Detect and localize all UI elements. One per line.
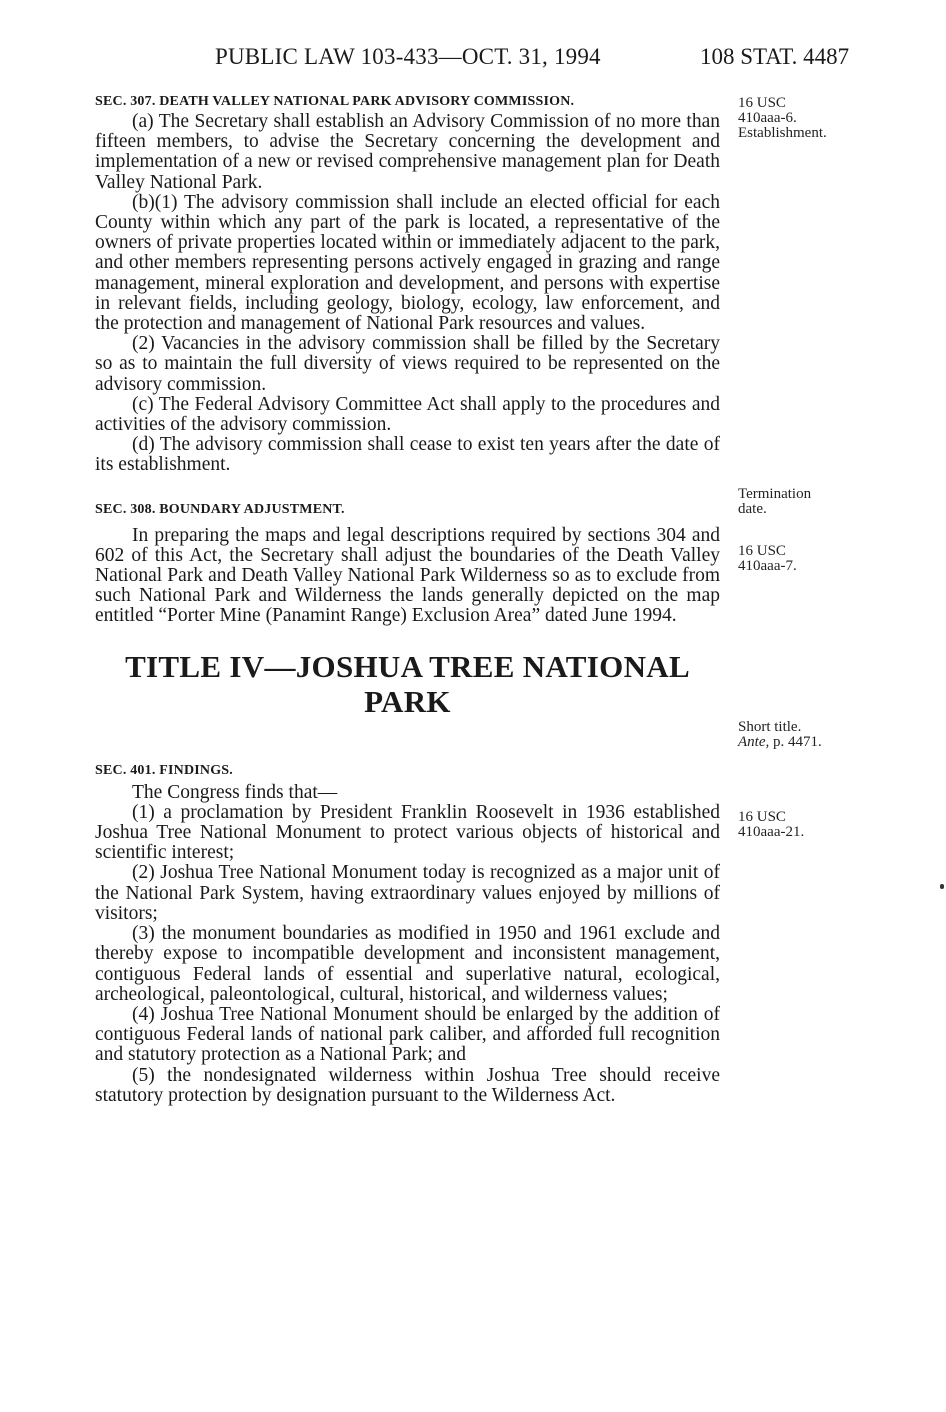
title-iv-line-1: TITLE IV—JOSHUA TREE NATIONAL	[125, 648, 690, 684]
margin-note-text: p. 4471.	[769, 734, 822, 750]
section-307-a: (a) The Secretary shall establish an Advisory Commission of no more than fifteen members, to advise the Secretary concerning the development and implementation of a new or revised comprehensive management plan for Death Valley National Park.	[95, 111, 720, 193]
margin-note-line: Short title.	[738, 719, 802, 735]
section-307-c: (c) The Federal Advisory Committee Act shall apply to the procedures and activities of the advisory commission.	[95, 393, 720, 436]
section-307-b1: (b)(1) The advisory commission shall include an elected official for each County within which any part of the park is located, a representative of the owners of private properties located within or immediately adjacent to the park, and other members representing persons actively engaged in grazing and range management, mineral exploration and development, and persons with expertise in relevant fields, including geology, biology, ecology, law enforcement, and the protection and management of National Park resources and values.	[95, 191, 720, 335]
section-308-text: In preparing the maps and legal descriptions required by sections 304 and 602 of this Act, the Secretary shall adjust the boundaries of the Death Valley National Park and Death Valley National Park Wilderness so as to exclude from such National Park and Wilderness the lands generally depicted on the map entitled “Porter Mine (Panamint Range) Exclusion Area” dated June 1994.	[95, 524, 720, 627]
section-307-d: (d) The advisory commission shall cease to exist ten years after the date of its establishment.	[95, 434, 720, 476]
title-iv-heading	[95, 649, 720, 719]
margin-note-line: 410aaa-21.	[738, 824, 805, 840]
section-307-heading: SEC. 307. DEATH VALLEY NATIONAL PARK ADVISORY COMMISSION.	[95, 94, 575, 109]
section-307-b2: (2) Vacancies in the advisory commission shall be filled by the Secretary so as to maintain the full diversity of views required to be represented on the advisory commission.	[95, 333, 720, 395]
margin-note-line: 410aaa-7.	[738, 558, 797, 574]
section-401-finding-1: (1) a proclamation by President Franklin Roosevelt in 1936 established Joshua Tree National Monument to protect various objects of historical and scientific interest;	[95, 801, 720, 864]
section-401-finding-2: (2) Joshua Tree National Monument today is recognized as a major unit of the National Park System, having extraordinary values enjoyed by millions of visitors;	[95, 862, 720, 924]
section-401-intro: The Congress finds that—	[132, 781, 338, 803]
margin-note-line: 16 USC	[738, 543, 786, 559]
margin-note-line: Establishment.	[738, 125, 827, 141]
margin-note-italic: Ante,	[738, 734, 770, 750]
margin-note-line: 16 USC	[738, 809, 786, 825]
section-401-heading: SEC. 401. FINDINGS.	[95, 762, 233, 778]
margin-note-16usc-410aaa-7	[738, 544, 797, 574]
header-stat-page: 108 STAT. 4487	[700, 44, 850, 69]
running-header	[0, 44, 946, 74]
margin-note-16usc-410aaa-21	[738, 810, 804, 840]
margin-note-line: 410aaa-6.	[738, 110, 797, 126]
margin-note-line: date.	[738, 501, 767, 517]
section-401-finding-4: (4) Joshua Tree National Monument should be enlarged by the addition of contiguous Federal lands of national park caliber, and afforded full recognition and statutory protection as a National Park; and	[95, 1003, 720, 1066]
margin-note-16usc-410aaa-6	[738, 96, 827, 141]
margin-note-line: 16 USC	[738, 95, 786, 111]
main-text	[95, 92, 720, 1106]
margin-note-line	[738, 735, 822, 750]
title-iv-line-2: PARK	[364, 683, 451, 719]
margin-note-termination-date	[738, 487, 811, 517]
margin-note-short-title	[738, 720, 822, 750]
header-title: PUBLIC LAW 103-433—OCT. 31, 1994	[215, 44, 601, 69]
section-401-finding-3: (3) the monument boundaries as modified in 1950 and 1961 exclude and thereby expose to incompatible development and inconsistent management, contiguous Federal lands of essential and superlative natural, ecological, archeological, paleontological, cultural, historical, and wilderness values;	[95, 923, 720, 1005]
scan-speck	[940, 884, 944, 889]
section-308-heading: SEC. 308. BOUNDARY ADJUSTMENT.	[95, 501, 345, 517]
margin-note-line: Termination	[738, 486, 812, 502]
section-401-finding-5: (5) the nondesignated wilderness within Joshua Tree should receive statutory protection by designation pursuant to the Wilderness Act.	[95, 1064, 720, 1106]
